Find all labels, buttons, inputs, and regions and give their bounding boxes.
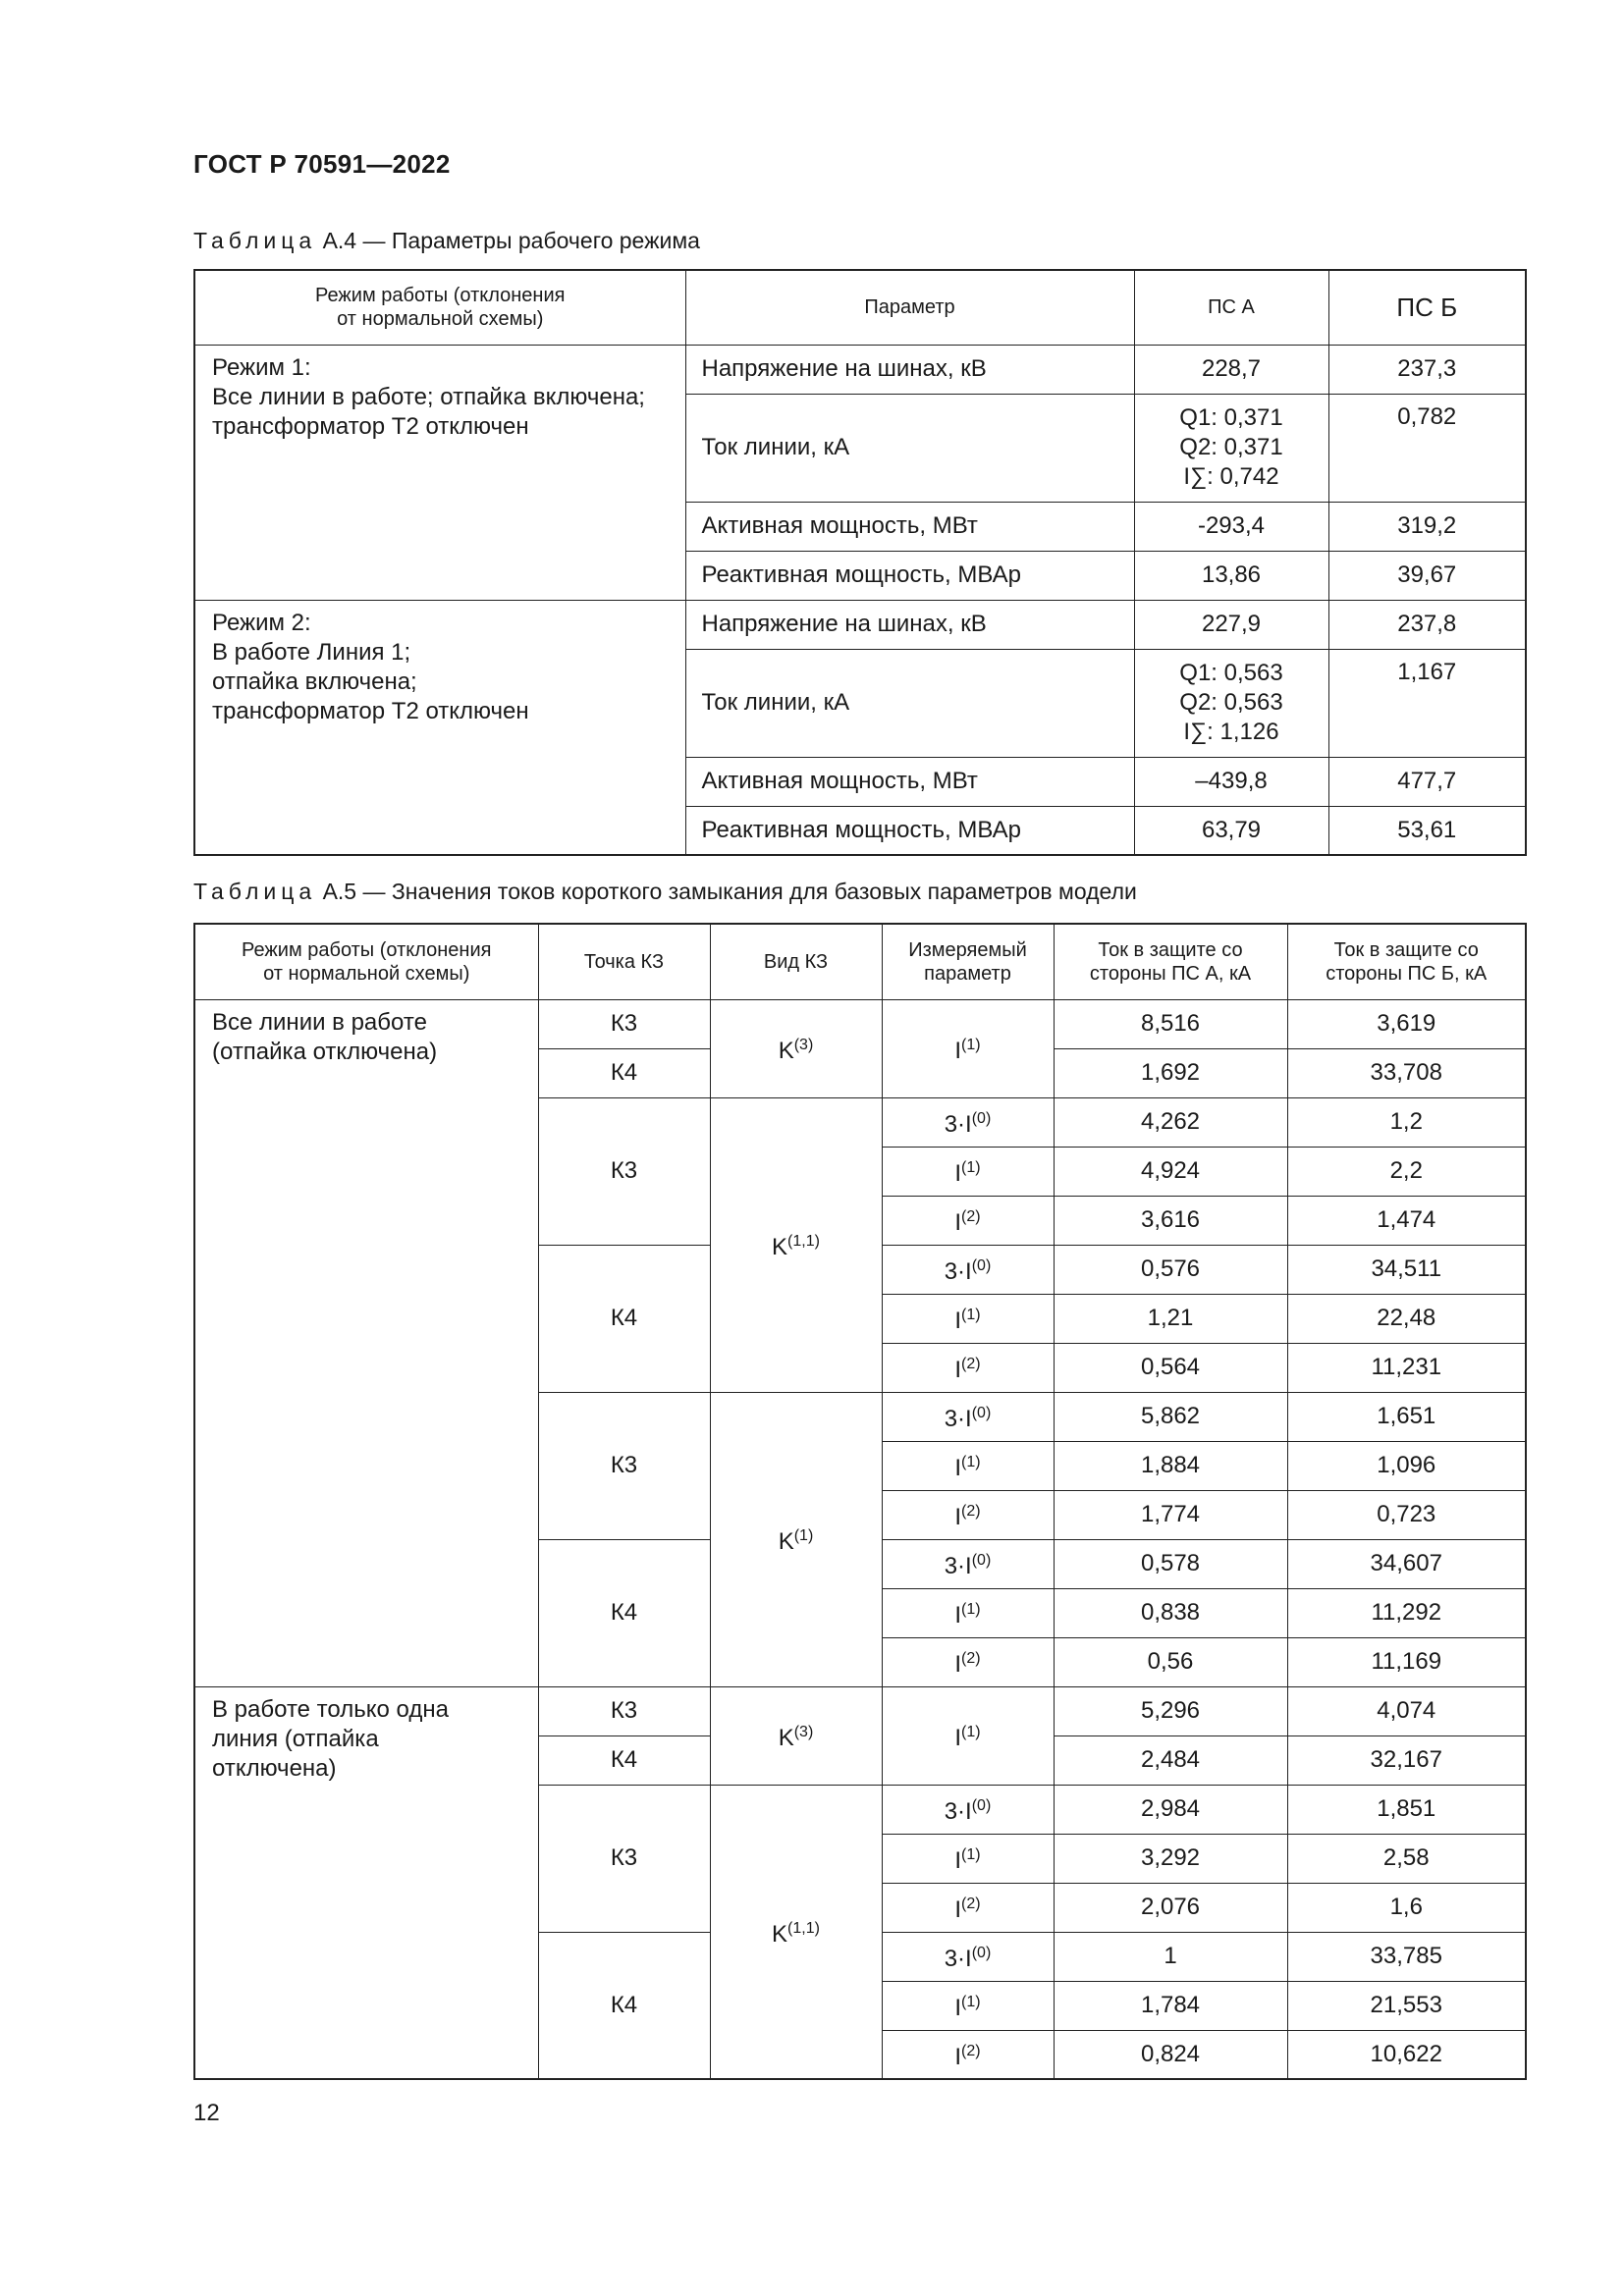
table-row [194, 999, 1526, 1048]
measured-param-cell: $I^{(2)}$ [882, 1637, 1054, 1686]
current-ps-b: 1,2 [1287, 1097, 1526, 1147]
current-ps-a: 2,484 [1054, 1735, 1287, 1785]
parameter-cell: Напряжение на шинах, кВ [685, 600, 1134, 649]
current-ps-a: 5,862 [1054, 1392, 1287, 1441]
value-ps-a: 13,86 [1134, 551, 1328, 600]
current-ps-b: 2,2 [1287, 1147, 1526, 1196]
measured-param-cell: $3\cdot I^{(0)}$ [882, 1392, 1054, 1441]
current-ps-b: 1,651 [1287, 1392, 1526, 1441]
parameter-cell: Ток линии, кА [685, 394, 1134, 502]
value-ps-b: 0,782 [1328, 394, 1526, 502]
table-row [194, 600, 1526, 649]
measured-param-cell: $3\cdot I^{(0)}$ [882, 1785, 1054, 1834]
table-a5-caption-text: А.5 — Значения токов короткого замыкания для базовых параметров модели [316, 879, 1137, 904]
current-ps-b: 11,231 [1287, 1343, 1526, 1392]
measured-param-cell: $I^{(1)}$ [882, 1981, 1054, 2030]
current-ps-b: 32,167 [1287, 1735, 1526, 1785]
measured-param-cell: $I^{(1)}$ [882, 1834, 1054, 1883]
table-a4-col-header: ПС Б [1328, 270, 1526, 345]
value-ps-b: 237,3 [1328, 345, 1526, 394]
table-a5-caption [193, 879, 1137, 905]
current-ps-a: 0,564 [1054, 1343, 1287, 1392]
current-ps-a: 2,076 [1054, 1883, 1287, 1932]
value-ps-b: 1,167 [1328, 649, 1526, 757]
current-ps-a: 0,838 [1054, 1588, 1287, 1637]
measured-param-cell: $3\cdot I^{(0)}$ [882, 1097, 1054, 1147]
value-ps-a [1134, 394, 1328, 502]
measured-param-cell: $3\cdot I^{(0)}$ [882, 1245, 1054, 1294]
table-a4-label: Таблица [193, 228, 317, 253]
current-ps-a: 1,692 [1054, 1048, 1287, 1097]
current-ps-a: 3,616 [1054, 1196, 1287, 1245]
current-ps-b: 11,292 [1287, 1588, 1526, 1637]
current-ps-b: 33,708 [1287, 1048, 1526, 1097]
current-ps-a: 1,774 [1054, 1490, 1287, 1539]
table-row [194, 345, 1526, 394]
measured-param-cell: $I^{(1)}$ [882, 1588, 1054, 1637]
table-a5-col-header: Вид КЗ [710, 924, 882, 999]
table-a5-col-header: Измеряемый параметр [882, 924, 1054, 999]
current-ps-b: 11,169 [1287, 1637, 1526, 1686]
current-ps-a: 4,262 [1054, 1097, 1287, 1147]
table-a5-header-row [194, 924, 1526, 999]
fault-point-cell: К4 [538, 1048, 710, 1097]
fault-kind-cell: K$^{(1,1)}$ [710, 1785, 882, 2079]
current-component: Q1: 0,371 [1179, 404, 1283, 431]
table-a5 [193, 923, 1527, 2080]
current-ps-b: 33,785 [1287, 1932, 1526, 1981]
value-ps-a [1134, 649, 1328, 757]
measured-param-cell: $I^{(2)}$ [882, 2030, 1054, 2079]
current-ps-b: 10,622 [1287, 2030, 1526, 2079]
fault-point-cell: К3 [538, 1686, 710, 1735]
current-ps-a: 1 [1054, 1932, 1287, 1981]
current-ps-b: 4,074 [1287, 1686, 1526, 1735]
value-ps-a: 228,7 [1134, 345, 1328, 394]
measured-param-cell: $I^{(1)}$ [882, 1686, 1054, 1785]
current-ps-b: 1,474 [1287, 1196, 1526, 1245]
current-ps-b: 1,851 [1287, 1785, 1526, 1834]
current-component: I∑: 0,742 [1183, 463, 1279, 490]
parameter-cell: Реактивная мощность, МВАр [685, 551, 1134, 600]
current-ps-a: 1,21 [1054, 1294, 1287, 1343]
table-a5-col-header: Точка КЗ [538, 924, 710, 999]
fault-point-cell: К4 [538, 1932, 710, 2079]
current-ps-b: 1,6 [1287, 1883, 1526, 1932]
current-ps-a: 4,924 [1054, 1147, 1287, 1196]
current-component: I∑: 1,126 [1183, 719, 1279, 745]
fault-kind-cell: $K^{(1)}$ [710, 1392, 882, 1686]
current-ps-b: 3,619 [1287, 999, 1526, 1048]
parameter-cell: Активная мощность, МВт [685, 757, 1134, 806]
current-ps-a: 2,984 [1054, 1785, 1287, 1834]
measured-param-cell: $3\cdot I^{(0)}$ [882, 1539, 1054, 1588]
table-a5-col-header: Режим работы (отклонения от нормальной схемы) [194, 924, 538, 999]
current-component: Q2: 0,371 [1179, 434, 1283, 460]
current-ps-a: 0,578 [1054, 1539, 1287, 1588]
value-ps-a: 63,79 [1134, 806, 1328, 855]
current-ps-b: 21,553 [1287, 1981, 1526, 2030]
parameter-cell: Напряжение на шинах, кВ [685, 345, 1134, 394]
measured-param-cell: $I^{(2)}$ [882, 1196, 1054, 1245]
measured-param-cell: $I^{(2)}$ [882, 1343, 1054, 1392]
current-ps-a: 1,884 [1054, 1441, 1287, 1490]
fault-kind-cell: $K^{(3)}$ [710, 999, 882, 1097]
parameter-cell: Реактивная мощность, МВАр [685, 806, 1134, 855]
fault-kind-cell: K$^{(1,1)}$ [710, 1097, 882, 1392]
current-ps-b: 34,511 [1287, 1245, 1526, 1294]
value-ps-a: –439,8 [1134, 757, 1328, 806]
current-ps-a: 3,292 [1054, 1834, 1287, 1883]
table-a4-header-row [194, 270, 1526, 345]
fault-point-cell: К3 [538, 1785, 710, 1932]
current-ps-b: 34,607 [1287, 1539, 1526, 1588]
regime-cell: Режим 1: Все линии в работе; отпайка включена; трансформатор Т2 отключен [194, 345, 685, 600]
table-a4-col-header: Параметр [685, 270, 1134, 345]
value-ps-b: 53,61 [1328, 806, 1526, 855]
table-a5-col-header: Ток в защите со стороны ПС А, кА [1054, 924, 1287, 999]
measured-param-cell: $I^{(1)}$ [882, 999, 1054, 1097]
table-a4 [193, 269, 1527, 856]
table-a4-col-header: Режим работы (отклонения от нормальной схемы) [194, 270, 685, 345]
table-a4-caption [193, 228, 700, 254]
value-ps-b: 237,8 [1328, 600, 1526, 649]
parameter-cell: Ток линии, кА [685, 649, 1134, 757]
measured-param-cell: $I^{(2)}$ [882, 1490, 1054, 1539]
fault-kind-cell: $K^{(3)}$ [710, 1686, 882, 1785]
value-ps-a: 227,9 [1134, 600, 1328, 649]
current-ps-a: 0,824 [1054, 2030, 1287, 2079]
page-number: 12 [193, 2100, 220, 2126]
regime-cell: Все линии в работе (отпайка отключена) [194, 999, 538, 1686]
table-row [194, 1686, 1526, 1735]
regime-cell: В работе только одна линия (отпайка отключена) [194, 1686, 538, 2079]
fault-point-cell: К4 [538, 1245, 710, 1392]
current-component: Q1: 0,563 [1179, 660, 1283, 686]
current-ps-b: 22,48 [1287, 1294, 1526, 1343]
measured-param-cell: $I^{(2)}$ [882, 1883, 1054, 1932]
value-ps-a: -293,4 [1134, 502, 1328, 551]
fault-point-cell: К4 [538, 1735, 710, 1785]
current-component: Q2: 0,563 [1179, 689, 1283, 716]
current-ps-b: 2,58 [1287, 1834, 1526, 1883]
value-ps-b: 39,67 [1328, 551, 1526, 600]
fault-point-cell: К3 [538, 1392, 710, 1539]
regime-cell: Режим 2: В работе Линия 1; отпайка включена; трансформатор Т2 отключен [194, 600, 685, 855]
measured-param-cell: $I^{(1)}$ [882, 1441, 1054, 1490]
fault-point-cell: К4 [538, 1539, 710, 1686]
current-ps-a: 8,516 [1054, 999, 1287, 1048]
measured-param-cell: $I^{(1)}$ [882, 1147, 1054, 1196]
measured-param-cell: $I^{(1)}$ [882, 1294, 1054, 1343]
fault-point-cell: К3 [538, 1097, 710, 1245]
fault-point-cell: К3 [538, 999, 710, 1048]
table-a5-col-header: Ток в защите со стороны ПС Б, кА [1287, 924, 1526, 999]
current-ps-a: 1,784 [1054, 1981, 1287, 2030]
current-ps-a: 0,576 [1054, 1245, 1287, 1294]
current-ps-a: 0,56 [1054, 1637, 1287, 1686]
parameter-cell: Активная мощность, МВт [685, 502, 1134, 551]
standard-header: ГОСТ Р 70591—2022 [193, 149, 451, 179]
table-a5-label: Таблица [193, 879, 317, 904]
table-a4-col-header: ПС А [1134, 270, 1328, 345]
value-ps-b: 319,2 [1328, 502, 1526, 551]
measured-param-cell: $3\cdot I^{(0)}$ [882, 1932, 1054, 1981]
table-a4-caption-text: А.4 — Параметры рабочего режима [316, 228, 700, 253]
current-ps-a: 5,296 [1054, 1686, 1287, 1735]
current-ps-b: 0,723 [1287, 1490, 1526, 1539]
value-ps-b: 477,7 [1328, 757, 1526, 806]
current-ps-b: 1,096 [1287, 1441, 1526, 1490]
